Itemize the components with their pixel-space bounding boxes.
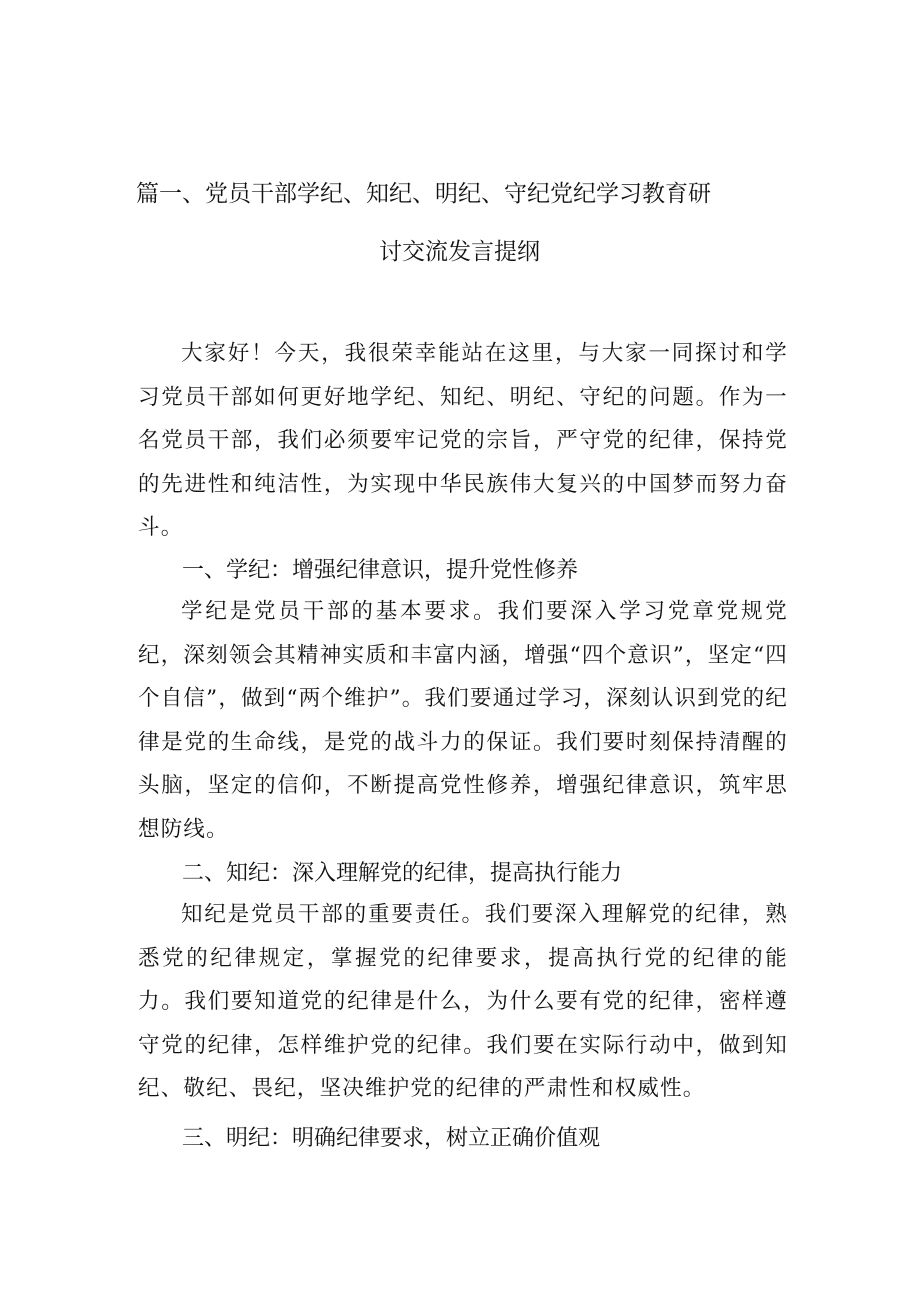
section-heading-3: 三、明纪：明确纪律要求，树立正确价值观	[182, 1126, 601, 1151]
section-heading-1: 一、学纪：增强纪律意识，提升党性修养	[182, 558, 579, 583]
section-paragraph-2: 知纪是党员干部的重要责任。我们要深入理解党的纪律，熟悉党的纪律规定，掌握党的纪律要求，提高执行党的纪律的能力。我们要知道党的纪律是什么，为什么要有党的纪律，密样遵守党的纪律，怎样维护党的纪律。我们要在实际行动中，做到知纪、敬纪、畏纪，坚决维护党的纪律的严肃性和权威性。	[138, 902, 788, 1101]
intro-paragraph: 大家好！今天，我很荣幸能站在这里，与大家一同探讨和学习党员干部如何更好地学纪、知纪、明纪、守纪的问题。作为一名党员干部，我们必须要牢记党的宗旨，严守党的纪律，保持党的先进性和纯洁性，为实现中华民族伟大复兴的中国梦而努力奋斗。	[138, 341, 788, 540]
document-title-line-2: 讨交流发言提纲	[379, 239, 540, 265]
document-title-line-1: 篇一、党员干部学纪、知纪、明纪、守纪党纪学习教育研	[136, 181, 711, 207]
section-paragraph-1: 学纪是党员干部的基本要求。我们要深入学习党章党规党纪，深刻领会其精神实质和丰富内涵，增强“四个意识”，坚定“四个自信”，做到“两个维护”。我们要通过学习，深刻认识到党的纪律是党的生命线，是党的战斗力的保证。我们要时刻保持清醒的头脑，坚定的信仰，不断提高党性修养，增强纪律意识，筑牢思想防线。	[138, 599, 788, 842]
section-heading-2: 二、知纪：深入理解党的纪律，提高执行能力	[182, 861, 623, 886]
